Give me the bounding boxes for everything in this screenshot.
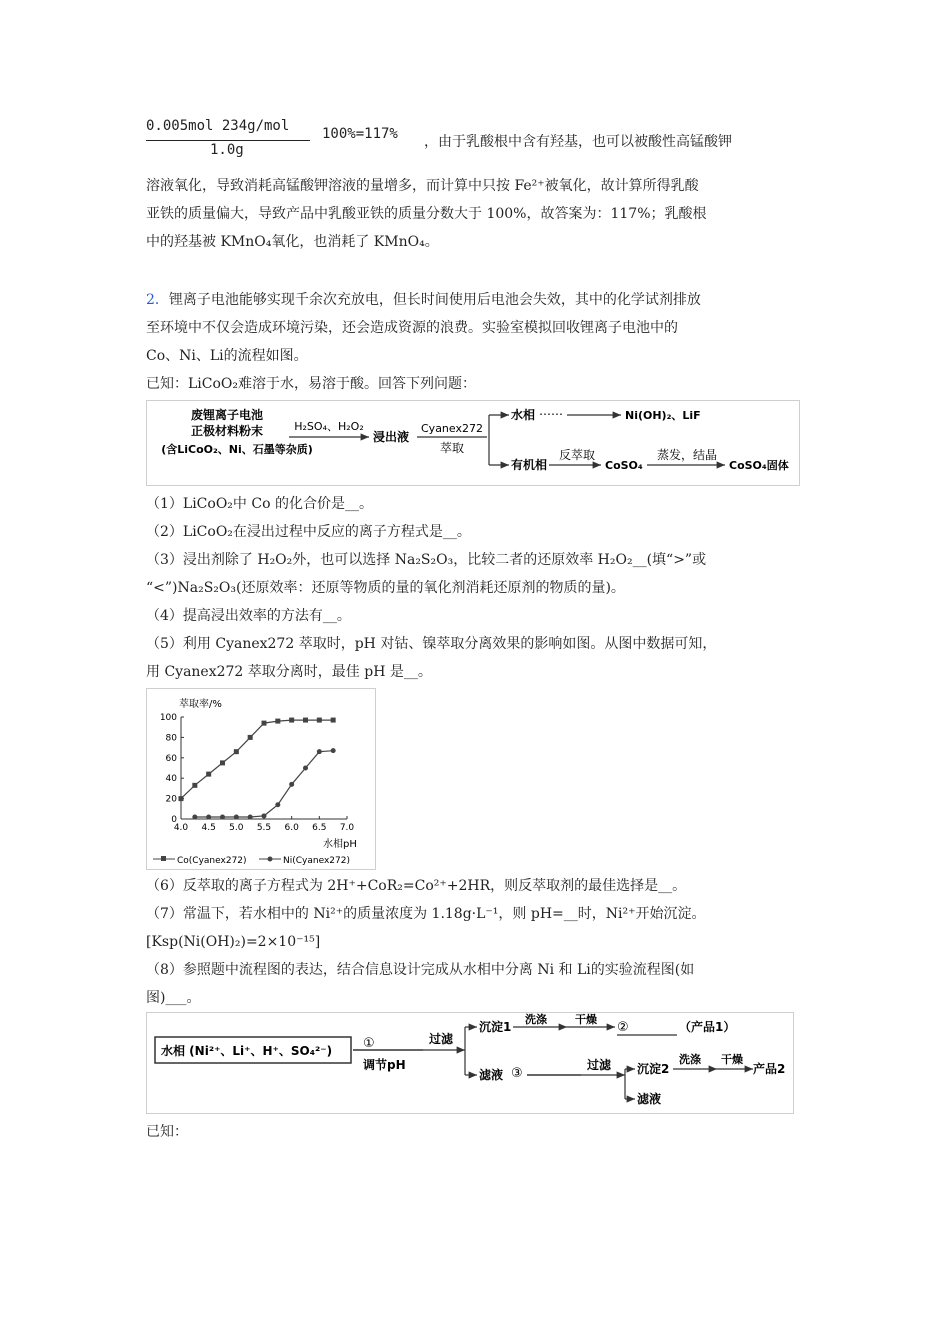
filter-label: 过滤 <box>429 1032 454 1046</box>
y-tick-label: 60 <box>165 753 177 764</box>
answer-text-1: ，由于乳酸根中含有羟基，也可以被酸性高锰酸钾 <box>424 134 732 150</box>
flowchart-recovery-svg <box>147 401 799 485</box>
step-3-circle: ③ <box>511 1066 523 1081</box>
sub-question-5a: （5）利用 Cyanex272 萃取时，pH 对钴、镍萃取分离效果的影响如图。从图中数据可知， <box>146 636 717 652</box>
x-tick-label: 4.5 <box>201 823 216 833</box>
data-point-ni <box>206 814 211 819</box>
data-point-ni <box>289 782 294 787</box>
precipitate-2: 沉淀2 <box>637 1062 670 1076</box>
coso4-solid: CoSO₄固体 <box>729 459 789 472</box>
sub-question-8b: 图)___。 <box>146 990 201 1006</box>
y-tick-label: 80 <box>165 733 177 744</box>
sub-question-3b: “<”)Na₂S₂O₃(还原效率：还原等物质的量的氧化剂消耗还原剂的物质的量)。 <box>146 580 625 596</box>
data-point-ni <box>234 814 239 819</box>
answer-text-3: 亚铁的质量偏大，导致产品中乳酸亚铁的质量分数大于 100%，故答案为：117%；乳酸根 <box>146 206 707 222</box>
extraction-chart <box>146 688 376 870</box>
question-2-text-1: 锂离子电池能够实现千余次充放电，但长时间使用后电池会失效，其中的化学试剂排放 <box>168 292 701 308</box>
sub-question-1: （1）LiCoO₂中 Co 的化合价是__。 <box>146 496 373 512</box>
data-point-ni <box>331 748 336 753</box>
filtrate-2: 滤液 <box>637 1092 662 1106</box>
leach-liquid: 浸出液 <box>373 430 410 444</box>
sub-question-4: （4）提高浸出效率的方法有__。 <box>146 608 351 624</box>
data-point-co <box>275 719 280 724</box>
step-2-circle: ② <box>617 1020 629 1035</box>
adjust-ph: 调节pH <box>363 1058 406 1072</box>
data-point-co <box>248 735 253 740</box>
legend-ni: Ni(Cyanex272) <box>283 856 350 866</box>
dry-label: 干燥 <box>575 1013 597 1026</box>
fraction-denominator: 1.0g <box>210 142 244 158</box>
organic-phase: 有机相 <box>511 458 548 472</box>
fraction-bar <box>146 140 310 141</box>
raw-material-3: (含LiCoO₂、Ni、石墨等杂质) <box>161 443 313 456</box>
sub-question-6: （6）反萃取的离子方程式为 2H⁺+CoR₂=Co²⁺+2HR，则反萃取剂的最佳选择是__。 <box>146 878 687 894</box>
series-line-0 <box>181 720 333 799</box>
question-number: 2． <box>146 292 169 308</box>
data-point-co <box>206 772 211 777</box>
data-point-co <box>234 749 239 754</box>
answer-text-2: 溶液氧化，导致消耗高锰酸钾溶液的量增多，而计算中只按 Fe²⁺被氧化，故计算所得乳酸 <box>146 178 699 194</box>
extraction-chart-svg <box>147 689 375 869</box>
extract-label: 萃取 <box>439 441 465 455</box>
wash-label: 洗涤 <box>525 1013 547 1026</box>
precipitate-1: 沉淀1 <box>479 1020 512 1034</box>
water-phase-label: 水相 (Ni²⁺、Li⁺、H⁺、SO₄²⁻) <box>161 1044 333 1058</box>
y-tick-label: 40 <box>165 774 177 785</box>
raw-material-2: 正极材料粉末 <box>190 424 264 438</box>
y-tick-label: 100 <box>159 713 177 723</box>
x-tick-label: 5.0 <box>229 823 244 833</box>
water-phase: 水相 <box>511 408 536 422</box>
dry-label-2: 干燥 <box>721 1053 743 1066</box>
sub-question-2: （2）LiCoO₂在浸出过程中反应的离子方程式是__。 <box>146 524 471 540</box>
flow-dots: …… <box>539 404 563 418</box>
flowchart-separation-svg <box>147 1013 793 1113</box>
known-info-2: 已知： <box>146 1124 188 1140</box>
leach-reagent: H₂SO₄、H₂O₂ <box>294 420 364 433</box>
y-tick-label: 0 <box>171 815 177 825</box>
legend-marker-co <box>161 856 166 861</box>
data-point-ni <box>192 814 197 819</box>
back-extract-label: 反萃取 <box>558 448 596 462</box>
percent-result: 100%=117% <box>322 126 398 142</box>
data-point-co <box>303 718 308 723</box>
product-1: （产品1） <box>679 1020 736 1034</box>
x-tick-label: 6.0 <box>284 823 299 833</box>
answer-text-4: 中的羟基被 KMnO₄氧化，也消耗了 KMnO₄。 <box>146 234 439 250</box>
y-tick-label: 20 <box>165 794 177 805</box>
filter-label-2: 过滤 <box>587 1058 612 1072</box>
extractant-name: Cyanex272 <box>421 422 483 435</box>
data-point-ni <box>220 814 225 819</box>
evaporate-label: 蒸发，结晶 <box>656 448 718 462</box>
data-point-co <box>331 718 336 723</box>
legend-marker-ni <box>268 857 273 862</box>
data-point-co <box>179 796 184 801</box>
sub-question-3a: （3）浸出剂除了 H₂O₂外，也可以选择 Na₂S₂O₃，比较二者的还原效率 H₂O₂__(填“>”或 <box>146 552 707 568</box>
chart-legend <box>153 856 350 866</box>
legend-co: Co(Cyanex272) <box>177 856 247 866</box>
data-point-ni <box>275 802 280 807</box>
data-point-co <box>317 718 322 723</box>
known-info: 已知：LiCoO₂难溶于水，易溶于酸。回答下列问题： <box>146 376 477 392</box>
question-2-line-3: Co、Ni、Li的流程如图。 <box>146 348 308 364</box>
data-point-ni <box>317 749 322 754</box>
raw-material-1: 废锂离子电池 <box>190 408 264 422</box>
data-point-ni <box>262 813 267 818</box>
chart-xlabel: 水相pH <box>323 839 357 850</box>
data-point-co <box>192 783 197 788</box>
product-2: 产品2 <box>753 1062 786 1076</box>
question-2-line-2: 至环境中不仅会造成环境污染，还会造成资源的浪费。实验室模拟回收锂离子电池中的 <box>146 320 678 336</box>
x-tick-label: 4.0 <box>173 823 189 833</box>
fraction-numerator: 0.005mol 234g/mol <box>146 118 290 134</box>
x-tick-label: 7.0 <box>339 823 355 833</box>
step-1-circle: ① <box>363 1036 375 1051</box>
sub-question-8a: （8）参照题中流程图的表达，结合信息设计完成从水相中分离 Ni 和 Li的实验流程图(如 <box>146 962 695 978</box>
flowchart-recovery <box>146 400 800 486</box>
data-point-co <box>262 721 267 726</box>
x-tick-label: 5.5 <box>256 823 272 833</box>
x-tick-label: 6.5 <box>312 823 327 833</box>
data-point-co <box>289 718 294 723</box>
ksp-value: [Ksp(Ni(OH)₂)=2×10⁻¹⁵] <box>146 934 321 950</box>
flowchart-separation <box>146 1012 794 1114</box>
sub-question-5b: 用 Cyanex272 萃取分离时，最佳 pH 是__。 <box>146 664 432 680</box>
chart-ylabel: 萃取率/% <box>179 699 222 710</box>
coso4-solution: CoSO₄ <box>605 459 643 472</box>
product-ni: Ni(OH)₂、LiF <box>625 409 701 422</box>
wash-label-2: 洗涤 <box>679 1053 701 1066</box>
data-point-ni <box>303 766 308 771</box>
data-point-co <box>220 760 225 765</box>
data-point-ni <box>248 814 253 819</box>
series-line-1 <box>195 751 333 817</box>
question-2-line-1 <box>146 286 701 314</box>
sub-question-7: （7）常温下，若水相中的 Ni²⁺的质量浓度为 1.18g·L⁻¹，则 pH=__时，Ni²⁺开始沉淀。 <box>146 906 706 922</box>
filtrate-1: 滤液 <box>479 1068 504 1082</box>
